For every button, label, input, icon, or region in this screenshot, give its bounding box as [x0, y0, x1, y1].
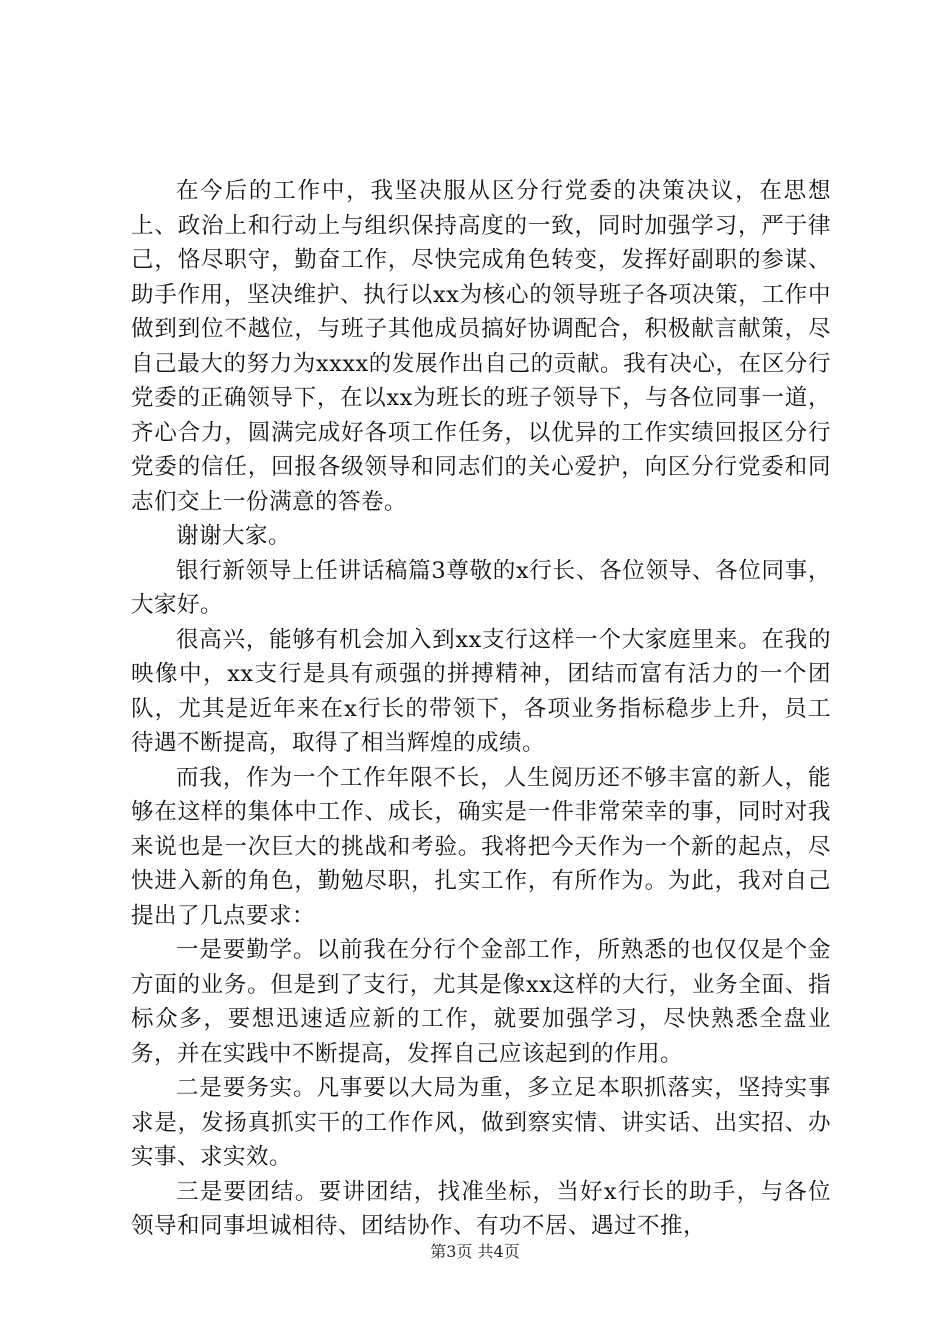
document-body [131, 174, 831, 1244]
paragraph: 二是要务实。凡事要以大局为重，多立足本职抓落实，坚持实事求是，发扬真抓实干的工作作风，做到察实情、讲实话、出实招、办实事、求实效。 [131, 1075, 831, 1170]
paragraph: 而我，作为一个工作年限不长，人生阅历还不够丰富的新人，能够在这样的集体中工作、成长，确实是一件非常荣幸的事，同时对我来说也是一次巨大的挑战和考验。我将把今天作为一个新的起点，尽快进入新的角色，勤勉尽职，扎实工作，有所作为。为此，我对自己提出了几点要求： [131, 764, 831, 929]
paragraph: 三是要团结。要讲团结，找准坐标，当好x行长的助手，与各位领导和同事坦诚相待、团结协作、有功不居、遇过不推， [131, 1178, 831, 1239]
paragraph: 在今后的工作中，我坚决服从区分行党委的决策决议，在思想上、政治上和行动上与组织保持高度的一致，同时加强学习，严于律己，恪尽职守，勤奋工作，尽快完成角色转变，发挥好副职的参谋、助手作用，坚决维护、执行以xx为核心的领导班子各项决策，工作中做到到位不越位，与班子其他成员搞好协调配合，积极献言献策，尽自己最大的努力为xxxx的发展作出自己的贡献。我有决心，在区分行党委的正确领导下，在以xx为班长的班子领导下，与各位同事一道，齐心合力，圆满完成好各项工作任务，以优异的工作实绩回报区分行党委的信任，回报各级领导和同志们的关心爱护，向区分行党委和同志们交上一份满意的答卷。 [131, 178, 831, 515]
paragraph: 谢谢大家。 [176, 523, 292, 549]
page-number-footer: 第3页 共4页 [430, 1242, 520, 1261]
paragraph: 银行新领导上任讲话稿篇3尊敬的x行长、各位领导、各位同事，大家好。 [131, 557, 831, 618]
paragraph: 很高兴，能够有机会加入到xx支行这样一个大家庭里来。在我的映像中，xx支行是具有顽强的拼搏精神，团结而富有活力的一个团队，尤其是近年来在x行长的带领下，各项业务指标稳步上升，员工待遇不断提高，取得了相当辉煌的成绩。 [131, 626, 831, 756]
paragraph: 一是要勤学。以前我在分行个金部工作，所熟悉的也仅仅是个金方面的业务。但是到了支行，尤其是像xx这样的大行，业务全面、指标众多，要想迅速适应新的工作，就要加强学习，尽快熟悉全盘业务，并在实践中不断提高，发挥自己应该起到的作用。 [131, 937, 831, 1067]
